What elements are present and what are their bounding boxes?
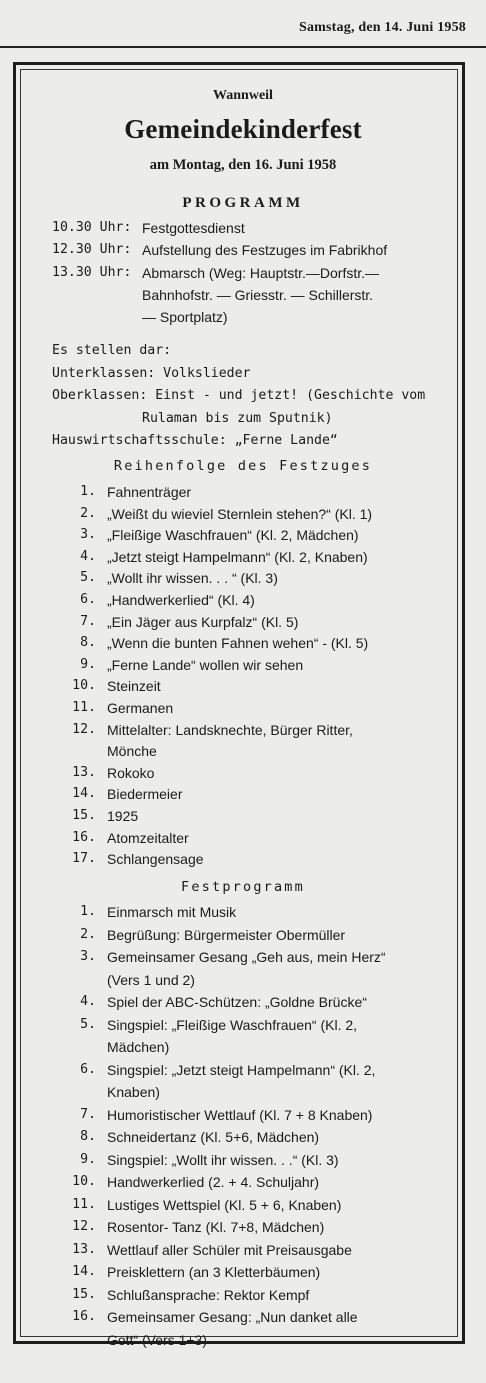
list-number: 2. [80, 926, 96, 942]
list-item-text: Gemeinsamer Gesang: „Nun danket alle [107, 1309, 358, 1325]
list-number: 12. [72, 721, 96, 737]
list-item-text: Knaben) [107, 1084, 160, 1100]
list-item-text: Steinzeit [107, 678, 161, 695]
list-number: 8. [80, 1129, 96, 1144]
list-number: 1. [80, 484, 96, 499]
event-place: Wannweil [213, 88, 273, 103]
list-number: 13. [72, 1241, 96, 1257]
list-number: 10. [72, 1174, 96, 1189]
list-number: 3. [80, 527, 96, 543]
list-number: 4. [80, 548, 96, 564]
list-item-text: Singspiel: „Jetzt steigt Hampelmann“ (Kl. 2, [107, 1061, 376, 1078]
list-number: 6. [80, 592, 96, 607]
schedule-description: Aufstellung des Festzuges im Fabrikhof [142, 242, 388, 259]
list-item-text: Biedermeier [107, 786, 183, 803]
list-number: 14. [72, 1264, 96, 1279]
list-number: 11. [72, 700, 96, 715]
list-number: 5. [80, 1016, 96, 1032]
list-item-text: „Ein Jäger aus Kurpfalz“ (Kl. 5) [107, 613, 299, 630]
list-number: 15. [72, 1286, 96, 1302]
list-item-text: Singspiel: „Fleißige Waschfrauen“ (Kl. 2, [107, 1016, 358, 1033]
list-item-text: Schlangensage [107, 851, 204, 868]
list-item-text: Gemeinsamer Gesang „Geh aus, mein Herz“ [107, 949, 386, 965]
performers-line: Rulaman bis zum Sputnik) [142, 411, 333, 426]
list-number: 5. [80, 570, 96, 586]
list-number: 4. [80, 994, 96, 1009]
list-number: 11. [72, 1196, 96, 1212]
list-number: 16. [72, 1309, 96, 1324]
schedule-time: 12.30 Uhr: [52, 242, 132, 258]
performers-line: Oberklassen: Einst - und jetzt! (Geschichte vom [52, 388, 426, 403]
list-item-text: (Vers 1 und 2) [107, 971, 195, 988]
list-item-text: Germanen [107, 700, 174, 716]
event-date: am Montag, den 16. Juni 1958 [149, 157, 337, 173]
festprogramm-heading: Festprogramm [181, 879, 305, 895]
list-item-text: Atomzeitalter [107, 829, 189, 846]
header-rule [0, 46, 486, 48]
schedule-description: — Sportplatz) [142, 309, 228, 326]
dateline: Samstag, den 14. Juni 1958 [298, 20, 466, 35]
list-item-text: Fahnenträger [107, 484, 192, 500]
list-item-text: Begrüßung: Bürgermeister Obermüller [107, 926, 346, 943]
list-item-text: Spiel der ABC-Schützen: „Goldne Brücke“ [107, 994, 367, 1010]
list-number: 6. [80, 1061, 96, 1077]
performers-line: Unterklassen: Volkslieder [52, 366, 251, 381]
list-item-text: Singspiel: „Wollt ihr wissen. . .“ (Kl. 3) [107, 1151, 339, 1168]
event-title: Gemeindekinderfest [124, 114, 362, 144]
list-number: 9. [80, 656, 96, 672]
list-number: 8. [80, 635, 96, 651]
schedule-description: Festgottesdienst [142, 220, 245, 236]
list-item-text: „Handwerkerlied“ (Kl. 4) [107, 592, 255, 608]
list-number: 10. [72, 678, 96, 694]
list-item-text: Mittelalter: Landsknechte, Bürger Ritter, [107, 721, 353, 738]
list-item-text: Humoristischer Wettlauf (Kl. 7 + 8 Knaben) [107, 1106, 373, 1123]
list-number: 9. [80, 1151, 96, 1167]
list-item-text: Schneidertanz (Kl. 5+6, Mädchen) [107, 1129, 320, 1145]
list-item-text: „Wollt ihr wissen. . . “ (Kl. 3) [107, 570, 278, 587]
list-item-text: „Jetzt steigt Hampelmann“ (Kl. 2, Knaben) [107, 548, 368, 565]
list-item-text: „Ferne Lande“ wollen wir sehen [107, 656, 304, 673]
list-number: 7. [80, 613, 96, 629]
schedule-description: Abmarsch (Weg: Hauptstr.—Dorfstr.— [142, 264, 380, 281]
list-item-text: 1925 [107, 808, 139, 824]
parade-heading: Reihenfolge des Festzuges [113, 458, 373, 474]
list-item-text: Mädchen) [107, 1039, 170, 1055]
list-item-text: Preisklettern (an 3 Kletterbäumen) [107, 1264, 321, 1280]
list-number: 17. [72, 851, 96, 867]
schedule-description: Bahnhofstr. — Griesstr. — Schillerstr. [142, 286, 374, 303]
list-number: 7. [80, 1106, 96, 1122]
list-number: 2. [80, 505, 96, 521]
list-number: 12. [72, 1219, 96, 1234]
performers-line: Hauswirtschaftsschule: „Ferne Lande“ [52, 433, 338, 448]
list-item-text: Einmarsch mit Musik [107, 904, 237, 920]
list-number: 15. [72, 808, 96, 823]
list-item-text: Rokoko [107, 764, 155, 781]
list-item-text: „Weißt du wieviel Sternlein stehen?“ (Kl. 1) [107, 505, 373, 522]
list-item-text: Handwerkerlied (2. + 4. Schuljahr) [107, 1174, 320, 1190]
list-number: 13. [72, 764, 96, 780]
list-item-text: Schlußansprache: Rektor Kempf [107, 1286, 310, 1303]
list-number: 1. [80, 904, 96, 919]
list-number: 16. [72, 829, 96, 845]
performers-intro: Es stellen dar: [52, 343, 172, 358]
list-item-text: Gott“ (Vers 1+3) [107, 1331, 207, 1348]
list-number: 14. [72, 786, 96, 802]
list-item-text: Mönche [107, 743, 157, 760]
list-item-text: Rosentor- Tanz (Kl. 7+8, Mädchen) [107, 1219, 325, 1235]
programm-heading: PROGRAMM [182, 195, 304, 211]
schedule-time: 10.30 Uhr: [52, 220, 132, 235]
list-item-text: Wettlauf aller Schüler mit Preisausgabe [107, 1241, 352, 1258]
list-item-text: Lustiges Wettspiel (Kl. 5 + 6, Knaben) [107, 1196, 342, 1213]
schedule-time: 13.30 Uhr: [52, 264, 132, 280]
list-item-text: „Fleißige Waschfrauen“ (Kl. 2, Mädchen) [107, 527, 359, 544]
list-number: 3. [80, 949, 96, 964]
list-item-text: „Wenn die bunten Fahnen wehen“ - (Kl. 5) [107, 635, 369, 652]
